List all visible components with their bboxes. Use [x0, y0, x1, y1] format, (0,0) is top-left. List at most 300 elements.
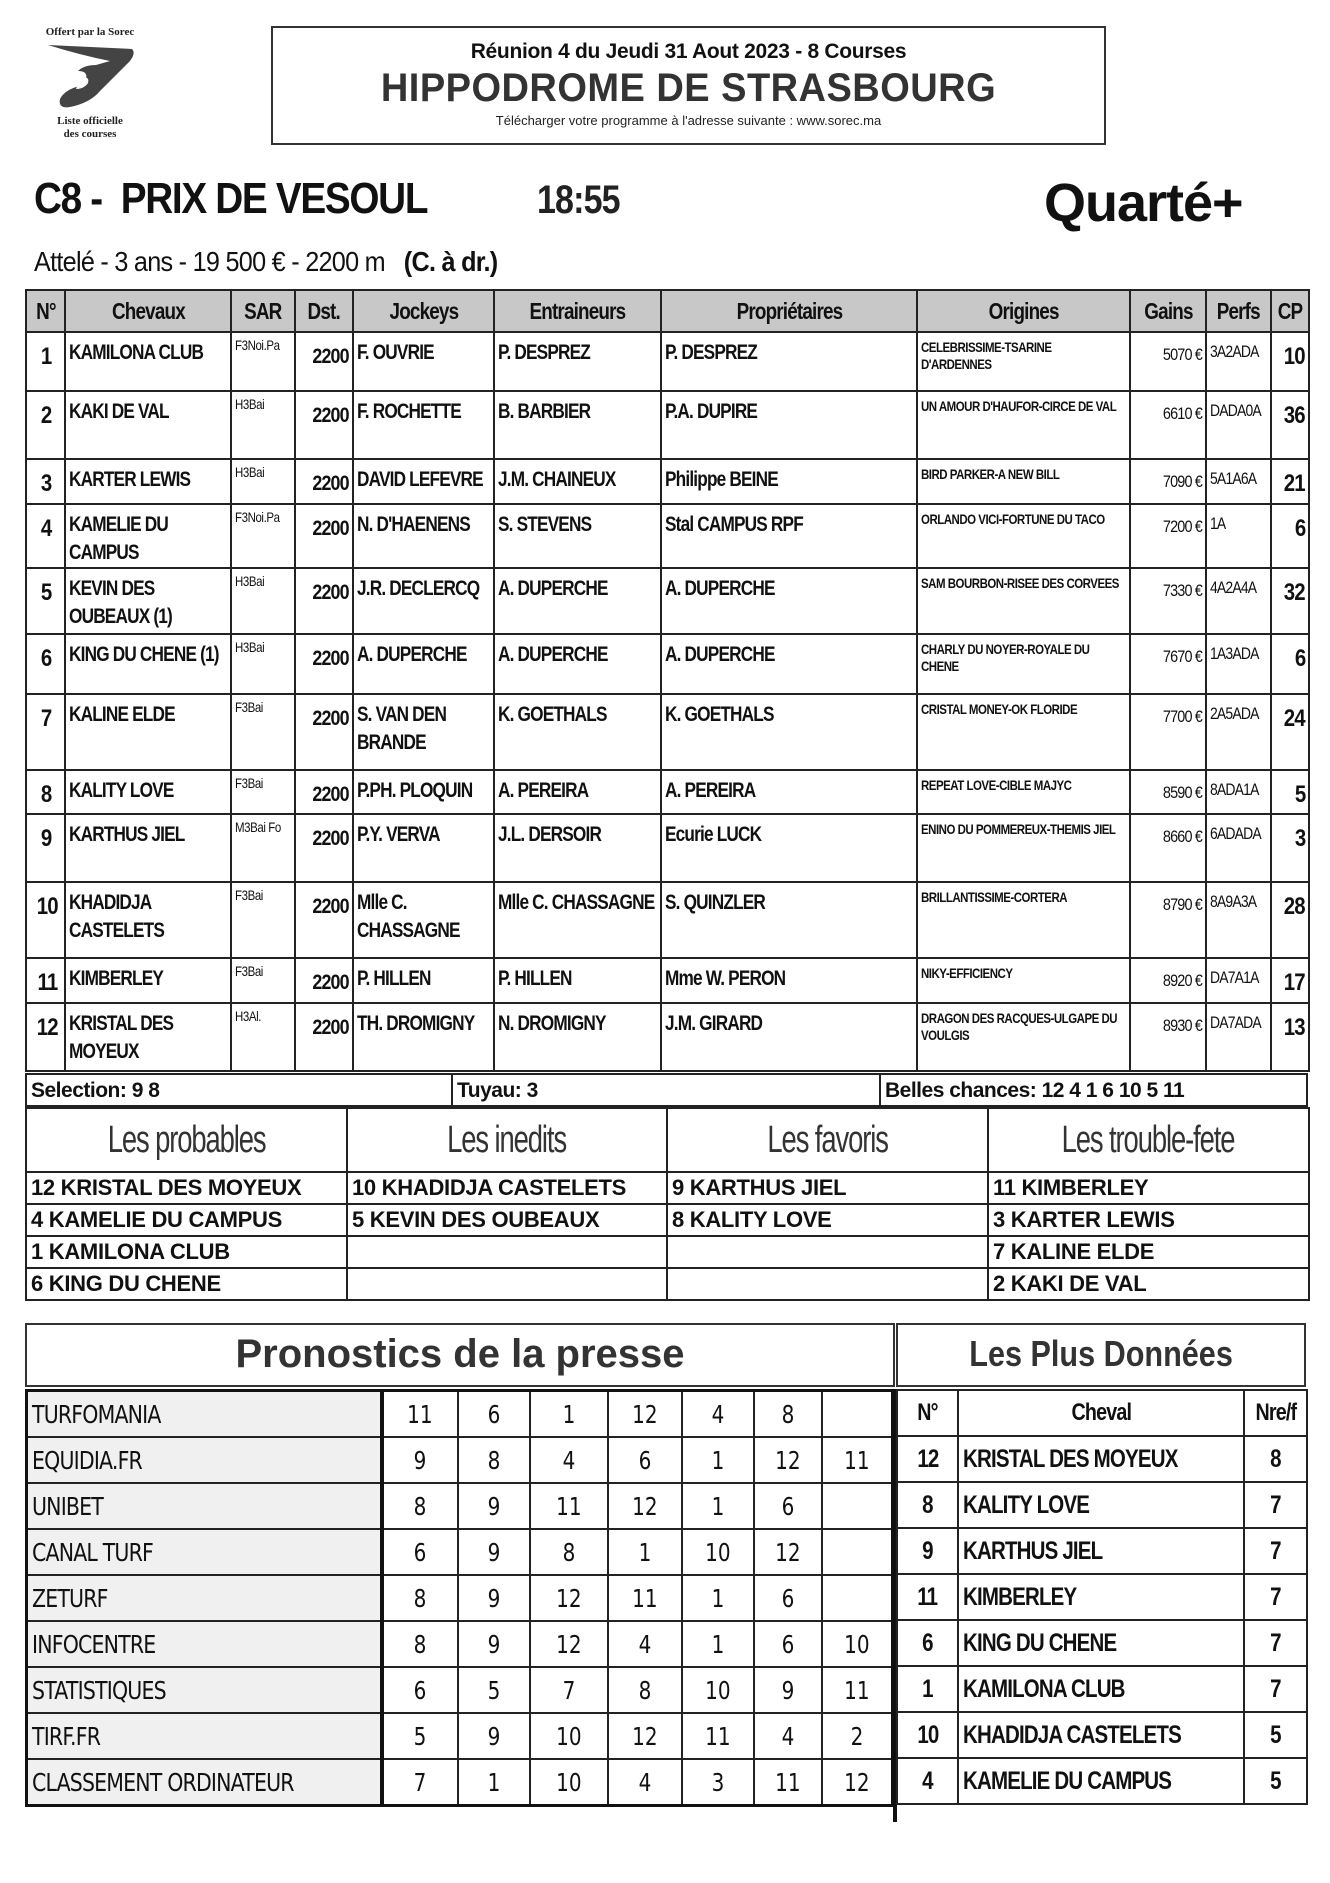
runner-number-cell	[26, 770, 65, 814]
plus-row	[897, 1574, 1307, 1620]
category-cell: 2 KAKI DE VAL	[988, 1268, 1309, 1300]
presse-pick: 8	[638, 1675, 651, 1705]
gains: 8790 €	[1162, 895, 1202, 914]
column-header	[295, 290, 353, 332]
plus-donnees-table	[896, 1389, 1308, 1805]
owner-name: Stal CAMPUS RPF	[665, 513, 803, 536]
horse-name-cell	[65, 634, 231, 694]
origins-cell	[917, 1003, 1130, 1071]
presse-source: INFOCENTRE	[32, 1629, 156, 1659]
presse-pick-cell	[382, 1667, 458, 1713]
distance: 2200	[312, 783, 349, 806]
presse-row	[27, 1667, 893, 1713]
column-header-label: Jockeys	[389, 297, 458, 324]
column-header-label: Dst.	[307, 297, 341, 324]
presse-pick-cell	[822, 1575, 893, 1621]
jockey-name-cell	[353, 770, 494, 814]
owner-name-cell	[661, 694, 917, 770]
presse-pick: 6	[781, 1629, 794, 1659]
presse-pick-cell	[530, 1713, 608, 1759]
logo-bottom-text-1: Liste officielle	[57, 115, 123, 127]
category-cell	[667, 1236, 988, 1268]
sar-code-cell	[231, 1003, 295, 1071]
presse-pick: 10	[844, 1629, 870, 1659]
owner-name-cell	[661, 1003, 917, 1071]
runner-row	[26, 694, 1309, 770]
tuyau-text: Tuyau: 3	[453, 1075, 881, 1105]
selection-text: Selection: 9 8	[27, 1075, 453, 1105]
trainer-name: A. PEREIRA	[498, 779, 589, 802]
cp-value-cell	[1271, 814, 1309, 882]
trainer-name: P. DESPREZ	[498, 341, 590, 364]
category-cell: 3 KARTER LEWIS	[988, 1204, 1309, 1236]
perfs: 6ADADA	[1210, 824, 1261, 843]
runner-number: 12	[36, 1014, 58, 1041]
owner-name: J.M. GIRARD	[665, 1012, 763, 1035]
perfs-cell	[1206, 332, 1271, 391]
column-header	[917, 290, 1130, 332]
cp-value: 10	[1284, 343, 1305, 370]
horse-name-cell	[65, 391, 231, 459]
sar-code-cell	[231, 568, 295, 634]
owner-name: Philippe BEINE	[665, 468, 778, 491]
origins-cell	[917, 694, 1130, 770]
jockey-name-cell	[353, 391, 494, 459]
presse-pick-cell	[682, 1667, 754, 1713]
gains-cell	[1130, 459, 1206, 504]
perfs-cell	[1206, 882, 1271, 958]
column-header-label: Entraineurs	[529, 297, 626, 324]
plus-horse: KALITY LOVE	[963, 1490, 1090, 1519]
sar-code-cell	[231, 814, 295, 882]
presse-pick-cell	[822, 1621, 893, 1667]
presse-pick: 8	[487, 1445, 500, 1475]
presse-pick-cell	[458, 1437, 530, 1483]
presse-pick-cell	[682, 1575, 754, 1621]
presse-pick-cell	[682, 1713, 754, 1759]
cp-value-cell	[1271, 568, 1309, 634]
plus-number-cell	[897, 1620, 958, 1666]
column-header	[494, 290, 661, 332]
distance-cell	[295, 694, 353, 770]
presse-pick-cell	[530, 1667, 608, 1713]
origins-cell	[917, 391, 1130, 459]
trainer-name: B. BARBIER	[498, 400, 591, 423]
perfs: DA7A1A	[1210, 968, 1259, 987]
runner-number-cell	[26, 694, 65, 770]
category-header-label: Les trouble-fete	[1062, 1118, 1235, 1161]
presse-pick: 12	[774, 1537, 801, 1567]
runner-number-cell	[26, 814, 65, 882]
trainer-name-cell	[494, 1003, 661, 1071]
distance-cell	[295, 332, 353, 391]
cp-value: 6	[1294, 645, 1305, 672]
perfs-cell	[1206, 391, 1271, 459]
presse-pick: 11	[555, 1491, 582, 1521]
gains: 7670 €	[1162, 647, 1202, 666]
presse-row	[27, 1713, 893, 1759]
trainer-name: Mlle C. CHASSAGNE	[498, 891, 655, 914]
trainer-name: P. HILLEN	[498, 967, 572, 990]
distance: 2200	[312, 517, 349, 540]
runner-row	[26, 459, 1309, 504]
jockey-name-cell	[353, 634, 494, 694]
categories-table	[25, 1107, 1310, 1301]
category-header	[988, 1108, 1309, 1172]
origins: ORLANDO VICI-FORTUNE DU TACO	[921, 511, 1105, 527]
presse-pick-cell	[754, 1713, 822, 1759]
runners-table	[25, 289, 1310, 1072]
jockey-name-cell	[353, 1003, 494, 1071]
jockey-logo-icon	[40, 41, 140, 113]
perfs: 5A1A6A	[1210, 469, 1257, 488]
origins: ENINO DU POMMEREUX-THEMIS JIEL	[921, 821, 1116, 837]
presse-pick-cell	[608, 1667, 682, 1713]
runner-number-cell	[26, 391, 65, 459]
presse-pick-cell	[682, 1621, 754, 1667]
origins: NIKY-EFFICIENCY	[921, 965, 1013, 981]
trainer-name-cell	[494, 814, 661, 882]
category-cell: 10 KHADIDJA CASTELETS	[347, 1172, 667, 1204]
owner-name-cell	[661, 459, 917, 504]
jockey-name-cell	[353, 882, 494, 958]
category-header	[667, 1108, 988, 1172]
jockey-name: F. OUVRIE	[357, 341, 434, 364]
horse-name-cell	[65, 504, 231, 568]
owner-name-cell	[661, 634, 917, 694]
column-header	[661, 290, 917, 332]
perfs-cell	[1206, 459, 1271, 504]
presse-pick: 8	[562, 1537, 575, 1567]
presse-source-cell	[27, 1759, 382, 1806]
presse-pick: 11	[704, 1721, 731, 1751]
presse-pick-cell	[822, 1529, 893, 1575]
presse-pick: 4	[711, 1399, 724, 1429]
plus-column-header-label: Nre/f	[1255, 1399, 1296, 1426]
presse-pick: 12	[555, 1583, 582, 1613]
owner-name: K. GOETHALS	[665, 703, 774, 726]
perfs: 2A5ADA	[1210, 704, 1259, 723]
plus-horse: KARTHUS JIEL	[963, 1536, 1103, 1565]
presse-row	[27, 1391, 893, 1438]
presse-pick-cell	[822, 1391, 893, 1438]
plus-number-cell	[897, 1574, 958, 1620]
presse-pick: 12	[555, 1629, 582, 1659]
presse-pick: 9	[487, 1629, 500, 1659]
presse-source-cell	[27, 1667, 382, 1713]
owner-name: S. QUINZLER	[665, 891, 766, 914]
plus-horse-cell	[958, 1758, 1244, 1804]
plus-horse: KRISTAL DES MOYEUX	[963, 1444, 1178, 1473]
cp-value: 17	[1284, 969, 1305, 996]
cp-value-cell	[1271, 504, 1309, 568]
origins: BRILLANTISSIME-CORTERA	[921, 889, 1068, 905]
presse-pick: 11	[844, 1675, 870, 1705]
cp-value-cell	[1271, 770, 1309, 814]
owner-name: Ecurie LUCK	[665, 823, 762, 846]
presse-pick: 6	[413, 1675, 427, 1705]
plus-number-cell	[897, 1528, 958, 1574]
presse-source-cell	[27, 1575, 382, 1621]
plus-column-header	[958, 1390, 1244, 1436]
horse-name-cell	[65, 882, 231, 958]
horse-name: KALINE ELDE	[69, 703, 175, 726]
presse-row	[27, 1437, 893, 1483]
reunion-info: Réunion 4 du Jeudi 31 Aout 2023 - 8 Courses	[470, 40, 907, 63]
cp-value: 3	[1294, 825, 1305, 852]
owner-name-cell	[661, 332, 917, 391]
jockey-name: F. ROCHETTE	[357, 400, 461, 423]
presse-pick-cell	[822, 1437, 893, 1483]
column-header-label: Perfs	[1216, 297, 1261, 324]
plus-count-cell	[1244, 1666, 1307, 1712]
presse-pick-cell	[608, 1575, 682, 1621]
owner-name-cell	[661, 391, 917, 459]
horse-name: KARTHUS JIEL	[69, 823, 185, 846]
category-row	[26, 1204, 1309, 1236]
category-header	[347, 1108, 667, 1172]
perfs: 4A2A4A	[1210, 578, 1257, 597]
plus-count: 7	[1270, 1628, 1281, 1657]
origins-cell	[917, 814, 1130, 882]
horse-name: KRISTAL DES MOYEUX	[69, 1012, 174, 1063]
perfs-cell	[1206, 1003, 1271, 1071]
presse-pick-cell	[458, 1667, 530, 1713]
presse-source: CANAL TURF	[32, 1537, 154, 1567]
perfs-cell	[1206, 568, 1271, 634]
category-row	[26, 1172, 1309, 1204]
runner-number-cell	[26, 958, 65, 1003]
cp-value-cell	[1271, 634, 1309, 694]
origins: DRAGON DES RACQUES-ULGAPE DU VOULGIS	[921, 1010, 1118, 1043]
category-row	[26, 1236, 1309, 1268]
runner-number-cell	[26, 882, 65, 958]
presse-pick-cell	[608, 1529, 682, 1575]
jockey-name-cell	[353, 568, 494, 634]
presse-pick-cell	[822, 1759, 893, 1806]
category-header-label: Les probables	[107, 1118, 266, 1161]
presse-pick-cell	[608, 1759, 682, 1806]
plus-count-cell	[1244, 1620, 1307, 1666]
trainer-name-cell	[494, 882, 661, 958]
presse-pick: 9	[487, 1583, 500, 1613]
plus-column-header	[1244, 1390, 1307, 1436]
cp-value: 24	[1284, 705, 1305, 732]
bet-type: Quarté+	[1044, 173, 1243, 233]
horse-name-cell	[65, 814, 231, 882]
owner-name: A. DUPERCHE	[665, 577, 775, 600]
owner-name-cell	[661, 770, 917, 814]
presse-pick-cell	[530, 1483, 608, 1529]
distance-cell	[295, 1003, 353, 1071]
gains-cell	[1130, 504, 1206, 568]
belles-chances-text: Belles chances: 12 4 1 6 10 5 11	[885, 1079, 1185, 1102]
plus-horse: KAMELIE DU CAMPUS	[963, 1766, 1172, 1795]
plus-number: 1	[922, 1674, 933, 1703]
presse-row	[27, 1483, 893, 1529]
distance: 2200	[312, 707, 349, 730]
presse-source: TIRF.FR	[32, 1721, 101, 1751]
plus-number: 11	[917, 1582, 938, 1611]
distance-cell	[295, 770, 353, 814]
plus-number: 9	[922, 1536, 933, 1565]
presse-pick-cell	[458, 1759, 530, 1806]
origins: REPEAT LOVE-CIBLE MAJYC	[921, 777, 1072, 793]
plus-number-cell	[897, 1482, 958, 1528]
distance: 2200	[312, 647, 349, 670]
jockey-name: J.R. DECLERCQ	[357, 577, 480, 600]
presse-pick-cell	[458, 1483, 530, 1529]
presse-pick-cell	[754, 1529, 822, 1575]
plus-number-cell	[897, 1666, 958, 1712]
distance: 2200	[312, 472, 349, 495]
distance-cell	[295, 459, 353, 504]
sorec-logo	[28, 26, 152, 150]
presse-pick: 1	[711, 1583, 724, 1613]
presse-row	[27, 1575, 893, 1621]
presse-pick: 2	[850, 1721, 864, 1751]
runner-number: 3	[41, 470, 52, 497]
presse-pick-cell	[382, 1483, 458, 1529]
cp-value-cell	[1271, 459, 1309, 504]
runner-number-cell	[26, 332, 65, 391]
gains: 8590 €	[1162, 783, 1202, 802]
category-cell: 9 KARTHUS JIEL	[667, 1172, 988, 1204]
plus-number-cell	[897, 1436, 958, 1482]
runner-row	[26, 504, 1309, 568]
jockey-name: A. DUPERCHE	[357, 643, 467, 666]
plus-column-header	[897, 1390, 958, 1436]
presse-pick: 6	[413, 1537, 427, 1567]
presse-pick-cell	[382, 1621, 458, 1667]
gains: 8920 €	[1162, 971, 1202, 990]
presse-pick-cell	[754, 1437, 822, 1483]
gains-cell	[1130, 634, 1206, 694]
presse-pick: 6	[487, 1399, 500, 1429]
owner-name-cell	[661, 882, 917, 958]
distance: 2200	[312, 827, 349, 850]
plus-number: 12	[916, 1444, 939, 1473]
presse-pick: 1	[711, 1491, 724, 1521]
presse-pick-cell	[754, 1483, 822, 1529]
sar-code-cell	[231, 504, 295, 568]
trainer-name-cell	[494, 391, 661, 459]
plus-row	[897, 1712, 1307, 1758]
presse-pick: 5	[487, 1675, 500, 1705]
presse-pick: 10	[555, 1721, 582, 1751]
presse-source-cell	[27, 1529, 382, 1575]
jockey-name: P.Y. VERVA	[357, 823, 440, 846]
owner-name-cell	[661, 568, 917, 634]
trainer-name: S. STEVENS	[498, 513, 592, 536]
presse-pick-cell	[382, 1713, 458, 1759]
plus-number: 6	[922, 1628, 933, 1657]
presse-pick-cell	[530, 1391, 608, 1438]
horse-name: KEVIN DES OUBEAUX (1)	[69, 577, 172, 628]
distance-cell	[295, 504, 353, 568]
cp-value: 6	[1294, 515, 1305, 542]
origins-cell	[917, 634, 1130, 694]
trainer-name: A. DUPERCHE	[498, 643, 608, 666]
presse-pick-cell	[682, 1483, 754, 1529]
presse-pick-cell	[382, 1529, 458, 1575]
presse-source: EQUIDIA.FR	[32, 1445, 142, 1475]
race-conditions	[34, 246, 497, 278]
presse-pick: 11	[844, 1445, 870, 1475]
runner-number: 10	[36, 893, 58, 920]
jockey-name: P.PH. PLOQUIN	[357, 779, 473, 802]
origins-cell	[917, 568, 1130, 634]
runner-number: 9	[41, 825, 52, 852]
cp-value: 36	[1284, 402, 1305, 429]
presse-pick-cell	[754, 1575, 822, 1621]
presse-pick: 9	[781, 1675, 794, 1705]
distance-cell	[295, 882, 353, 958]
presse-row	[27, 1621, 893, 1667]
origins: CRISTAL MONEY-OK FLORIDE	[921, 701, 1078, 717]
presse-pick: 4	[562, 1445, 575, 1475]
sar-code: H3Bai	[235, 573, 265, 589]
trainer-name-cell	[494, 694, 661, 770]
sar-code-cell	[231, 694, 295, 770]
owner-name: Mme W. PERON	[665, 967, 786, 990]
logo-bottom-text-2: des courses	[63, 128, 117, 140]
presse-pick: 5	[413, 1721, 427, 1751]
runner-number: 8	[41, 781, 52, 808]
sar-code-cell	[231, 459, 295, 504]
plus-horse-cell	[958, 1482, 1244, 1528]
origins-cell	[917, 459, 1130, 504]
presse-pick: 8	[413, 1629, 427, 1659]
meeting-header	[271, 26, 1106, 145]
gains: 6610 €	[1162, 404, 1202, 423]
sar-code: F3Bai	[235, 963, 263, 979]
plus-count: 7	[1270, 1536, 1281, 1565]
sar-code: F3Bai	[235, 887, 263, 903]
presse-pick-cell	[382, 1391, 458, 1438]
perfs: 8ADA1A	[1210, 780, 1259, 799]
presse-pick: 9	[487, 1721, 500, 1751]
presse-row	[27, 1759, 893, 1806]
origins-cell	[917, 332, 1130, 391]
plus-count: 8	[1270, 1444, 1281, 1473]
sar-code: M3Bai Fo	[235, 819, 281, 835]
plus-donnees-title	[896, 1323, 1306, 1387]
origins-cell	[917, 770, 1130, 814]
distance: 2200	[312, 345, 349, 368]
cp-value-cell	[1271, 882, 1309, 958]
presse-source-cell	[27, 1437, 382, 1483]
presse-pick-cell	[822, 1713, 893, 1759]
distance: 2200	[312, 581, 349, 604]
presse-pick-cell	[822, 1667, 893, 1713]
runner-row	[26, 958, 1309, 1003]
column-header	[1130, 290, 1206, 332]
presse-pick: 11	[407, 1399, 433, 1429]
plus-count: 7	[1270, 1582, 1281, 1611]
horse-name-cell	[65, 694, 231, 770]
trainer-name-cell	[494, 504, 661, 568]
plus-number-cell	[897, 1712, 958, 1758]
presse-pick-cell	[608, 1437, 682, 1483]
presse-pick: 8	[781, 1399, 794, 1429]
gains: 7090 €	[1162, 472, 1202, 491]
gains-cell	[1130, 958, 1206, 1003]
plus-row	[897, 1666, 1307, 1712]
plus-horse-cell	[958, 1666, 1244, 1712]
presse-row	[27, 1529, 893, 1575]
perfs: DA7ADA	[1210, 1013, 1261, 1032]
